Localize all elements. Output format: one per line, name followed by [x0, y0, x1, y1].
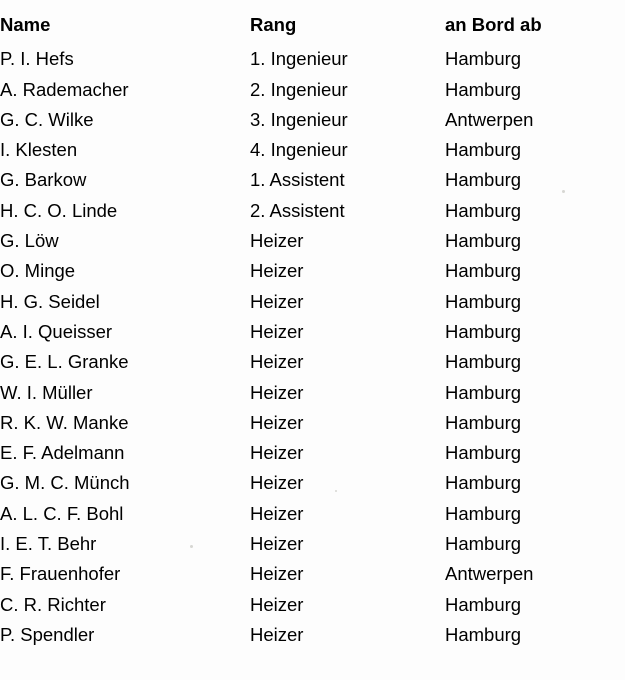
cell-port: Hamburg: [445, 290, 522, 312]
cell-name: F. Frauenhofer: [0, 563, 121, 585]
table-row: [0, 44, 625, 74]
cell-rank: Heizer: [250, 563, 304, 585]
cell-port: Hamburg: [445, 78, 522, 100]
cell-port: Hamburg: [445, 139, 522, 161]
cell-rank: 1. Ingenieur: [250, 48, 348, 70]
cell-rank: Heizer: [250, 320, 304, 342]
table-row: [0, 347, 625, 377]
cell-name: A. Rademacher: [0, 78, 129, 100]
table-row: [0, 529, 625, 559]
cell-rank: Heizer: [250, 533, 304, 555]
cell-name: H. G. Seidel: [0, 290, 100, 312]
column-header-rank: Rang: [250, 14, 297, 35]
cell-name: A. L. C. F. Bohl: [0, 502, 124, 524]
cell-port: Antwerpen: [445, 108, 534, 130]
table-row: [0, 287, 625, 317]
table-row: [0, 226, 625, 256]
table-row: [0, 75, 625, 105]
cell-port: Hamburg: [445, 502, 522, 524]
cell-port: Hamburg: [445, 411, 522, 433]
scan-speck: [335, 490, 337, 492]
cell-name: O. Minge: [0, 260, 76, 282]
column-header-port: an Bord ab: [445, 14, 542, 35]
cell-name: R. K. W. Manke: [0, 411, 129, 433]
cell-name: I. Klesten: [0, 139, 78, 161]
cell-name: G. E. L. Granke: [0, 351, 129, 373]
cell-name: G. M. C. Münch: [0, 472, 130, 494]
scan-speck: [562, 190, 565, 193]
table-row: [0, 196, 625, 226]
table-row: [0, 468, 625, 498]
cell-name: A. I. Queisser: [0, 320, 113, 342]
table-row: [0, 620, 625, 650]
cell-port: Hamburg: [445, 351, 522, 373]
cell-port: Hamburg: [445, 472, 522, 494]
table-row: [0, 438, 625, 468]
scan-speck: [190, 545, 193, 548]
cell-port: Hamburg: [445, 260, 522, 282]
table-row: [0, 590, 625, 620]
cell-rank: Heizer: [250, 411, 304, 433]
cell-rank: Heizer: [250, 290, 304, 312]
cell-rank: 1. Assistent: [250, 169, 345, 191]
cell-name: H. C. O. Linde: [0, 199, 118, 221]
table-row: [0, 378, 625, 408]
cell-rank: Heizer: [250, 442, 304, 464]
cell-name: C. R. Richter: [0, 593, 106, 615]
table-body: [0, 44, 625, 650]
table-row: [0, 256, 625, 286]
cell-rank: 2. Ingenieur: [250, 78, 348, 100]
crew-list-table: [0, 10, 625, 650]
cell-name: G. Barkow: [0, 169, 87, 191]
cell-name: P. Spendler: [0, 623, 95, 645]
cell-port: Hamburg: [445, 48, 522, 70]
cell-rank: Heizer: [250, 593, 304, 615]
cell-name: E. F. Adelmann: [0, 442, 125, 464]
cell-port: Hamburg: [445, 442, 522, 464]
cell-port: Antwerpen: [445, 563, 534, 585]
cell-port: Hamburg: [445, 381, 522, 403]
cell-port: Hamburg: [445, 320, 522, 342]
cell-rank: Heizer: [250, 502, 304, 524]
table-row: [0, 135, 625, 165]
cell-rank: 2. Assistent: [250, 199, 345, 221]
table-header-row: [0, 10, 625, 44]
table-row: [0, 408, 625, 438]
table-row: [0, 165, 625, 195]
table-header: [0, 10, 625, 44]
cell-port: Hamburg: [445, 593, 522, 615]
cell-rank: 4. Ingenieur: [250, 139, 348, 161]
cell-name: G. C. Wilke: [0, 108, 94, 130]
table-row: [0, 105, 625, 135]
cell-name: G. Löw: [0, 230, 59, 252]
cell-port: Hamburg: [445, 169, 522, 191]
cell-rank: Heizer: [250, 381, 304, 403]
cell-rank: Heizer: [250, 351, 304, 373]
cell-rank: 3. Ingenieur: [250, 108, 348, 130]
cell-port: Hamburg: [445, 199, 522, 221]
cell-port: Hamburg: [445, 623, 522, 645]
cell-name: W. I. Müller: [0, 381, 93, 403]
cell-port: Hamburg: [445, 230, 522, 252]
cell-name: I. E. T. Behr: [0, 533, 97, 555]
cell-rank: Heizer: [250, 230, 304, 252]
cell-rank: Heizer: [250, 472, 304, 494]
cell-port: Hamburg: [445, 533, 522, 555]
cell-rank: Heizer: [250, 260, 304, 282]
table-row: [0, 559, 625, 589]
cell-name: P. I. Hefs: [0, 48, 74, 70]
column-header-name: Name: [0, 14, 51, 35]
table-row: [0, 317, 625, 347]
cell-rank: Heizer: [250, 623, 304, 645]
table-row: [0, 499, 625, 529]
